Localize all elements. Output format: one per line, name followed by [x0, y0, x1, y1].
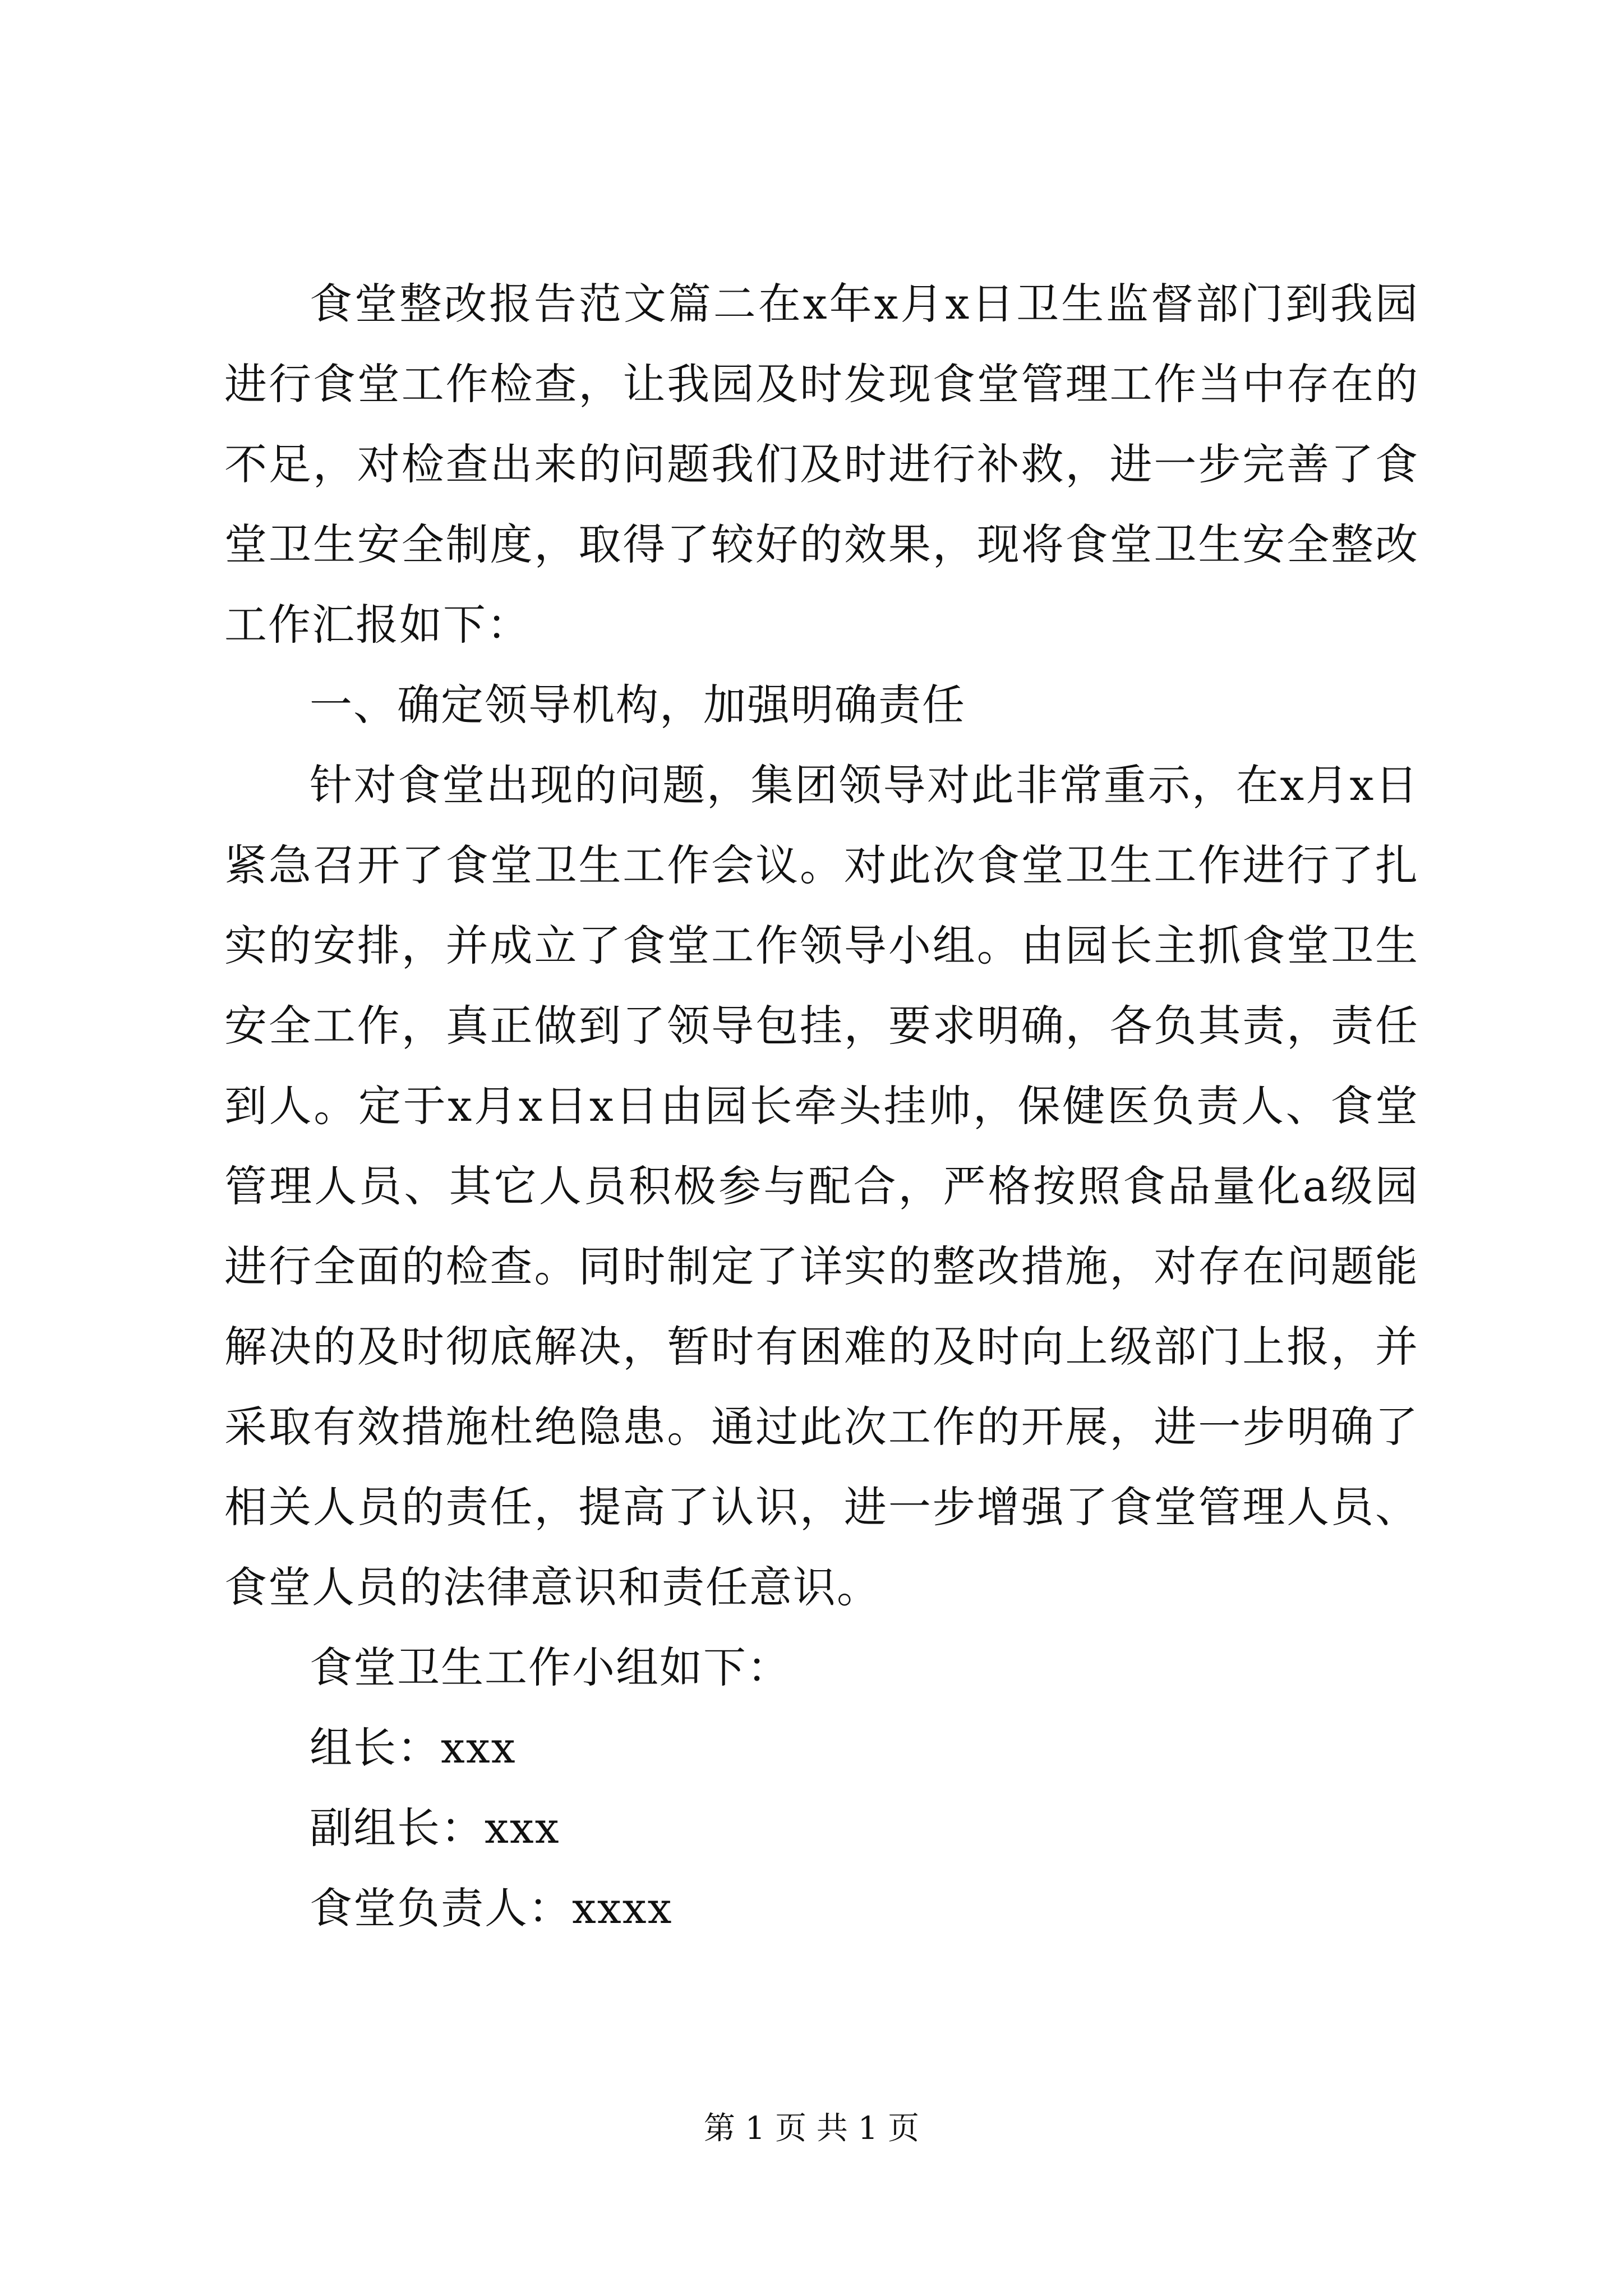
- group-intro: 食堂卫生工作小组如下：: [310, 1642, 791, 1692]
- paragraph-leadership: 针对食堂出现的问题，集团领导对此非常重示，在x月x日紧急召开了食堂卫生工作会议。对此次食堂卫生工作进行了扎实的安排，并成立了食堂工作领导小组。由园长主抓食堂卫生安全工作，真正做到了领导包挂，要求明确，各负其责，责任到人。定于x月x日x日由园长牵头挂帅，保健医负责人、食堂管理人员、其它人员积极参与配合，严格按照食品量化a级园进行全面的检查。同时制定了详实的整改措施，对存在问题能解决的及时彻底解决，暂时有困难的及时向上级部门上报，并采取有效措施杜绝隐患。通过此次工作的开展，进一步明确了相关人员的责任，提高了认识，进一步增强了食堂管理人员、食堂人员的法律意识和责任意识。: [224, 760, 1419, 1612]
- group-leader: 组长：xxx: [310, 1723, 517, 1773]
- page-footer: 第 1 页 共 1 页: [703, 2110, 920, 2147]
- section-heading: 一、确定领导机构，加强明确责任: [310, 680, 966, 730]
- document-body: [224, 264, 1419, 1948]
- paragraph-intro: 食堂整改报告范文篇二在x年x月x日卫生监督部门到我园进行食堂工作检查，让我园及时发现食堂管理工作当中存在的不足，对检查出来的问题我们及时进行补救，进一步完善了食堂卫生安全制度，取得了较好的效果，现将食堂卫生安全整改工作汇报如下：: [224, 279, 1419, 650]
- group-deputy-leader: 副组长：xxx: [310, 1803, 560, 1853]
- canteen-manager: 食堂负责人：xxxx: [310, 1883, 673, 1933]
